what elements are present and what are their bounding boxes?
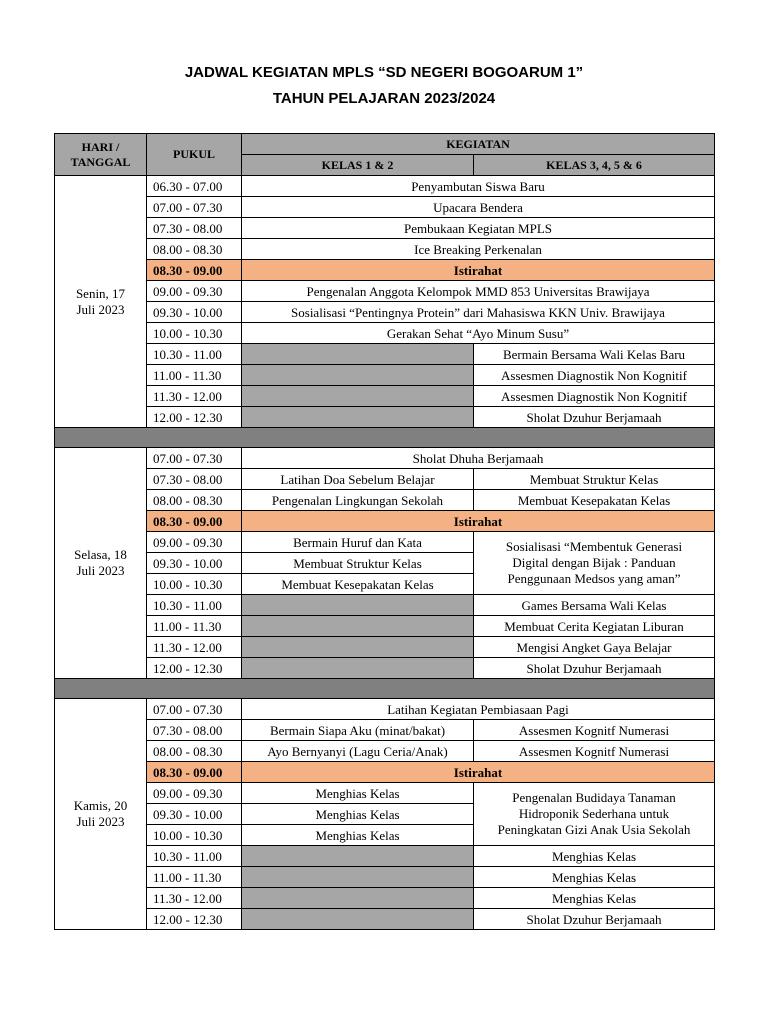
activity-cell-all-classes: Pembukaan Kegiatan MPLS [242, 218, 715, 239]
activity-cell-all-classes: Sosialisasi “Pentingnya Protein” dari Mahasiswa KKN Univ. Brawijaya [242, 302, 715, 323]
document-subtitle: TAHUN PELAJARAN 2023/2024 [272, 90, 496, 107]
empty-cell-class-1-2 [242, 386, 474, 407]
activity-cell-class-1-2: Membuat Struktur Kelas [242, 553, 474, 574]
merged-activity-line: Digital dengan Bijak : Panduan [512, 555, 676, 570]
time-cell: 07.00 - 07.30 [147, 197, 242, 218]
table-row [55, 909, 715, 930]
table-row [55, 239, 715, 260]
table-row [55, 407, 715, 428]
table-row [55, 176, 715, 197]
table-row [55, 365, 715, 386]
day-separator [55, 428, 715, 448]
time-cell: 10.00 - 10.30 [147, 825, 242, 846]
activity-cell-class-3-6: Games Bersama Wali Kelas [474, 595, 715, 616]
activity-cell-class-3-6: Sholat Dzuhur Berjamaah [474, 658, 715, 679]
day-cell [55, 699, 147, 930]
activity-cell-class-3-6: Mengisi Angket Gaya Belajar [474, 637, 715, 658]
table-row [55, 281, 715, 302]
schedule-body [55, 176, 715, 930]
activity-cell-class-1-2: Menghias Kelas [242, 783, 474, 804]
time-cell: 09.30 - 10.00 [147, 302, 242, 323]
activity-cell-class-3-6: Bermain Bersama Wali Kelas Baru [474, 344, 715, 365]
time-cell: 10.00 - 10.30 [147, 574, 242, 595]
activity-cell-class-3-6: Assesmen Kognitf Numerasi [474, 720, 715, 741]
time-cell: 08.00 - 08.30 [147, 741, 242, 762]
empty-cell-class-1-2 [242, 344, 474, 365]
empty-cell-class-1-2 [242, 365, 474, 386]
time-cell: 11.00 - 11.30 [147, 867, 242, 888]
time-cell: 11.30 - 12.00 [147, 637, 242, 658]
table-row [55, 888, 715, 909]
table-row [55, 595, 715, 616]
activity-cell-all-classes: Ice Breaking Perkenalan [242, 239, 715, 260]
time-cell: 11.00 - 11.30 [147, 365, 242, 386]
empty-cell-class-1-2 [242, 616, 474, 637]
day-date: Juli 2023 [76, 563, 125, 578]
time-cell: 08.00 - 08.30 [147, 490, 242, 511]
day-cell [55, 176, 147, 428]
day-name: Senin, 17 [75, 285, 126, 301]
merged-activity-line: Pengenalan Budidaya Tanaman [512, 790, 676, 805]
header-day [55, 134, 147, 176]
merged-activity-line: Penggunaan Medsos yang aman” [507, 571, 681, 586]
time-cell: 10.00 - 10.30 [147, 323, 242, 344]
time-cell: 07.30 - 08.00 [147, 720, 242, 741]
activity-cell-class-3-6: Sholat Dzuhur Berjamaah [474, 909, 715, 930]
day-name: Selasa, 18 [74, 547, 127, 562]
table-row [55, 260, 715, 281]
activity-cell-class-3-6: Assesmen Diagnostik Non Kognitif [474, 386, 715, 407]
table-row [55, 720, 715, 741]
time-cell: 12.00 - 12.30 [147, 658, 242, 679]
time-cell: 11.30 - 12.00 [147, 888, 242, 909]
activity-cell-all-classes: Latihan Kegiatan Pembiasaan Pagi [242, 699, 715, 720]
time-cell: 11.00 - 11.30 [147, 616, 242, 637]
table-row [55, 197, 715, 218]
time-cell: 08.30 - 09.00 [147, 762, 242, 783]
activity-cell-class-1-2: Menghias Kelas [242, 825, 474, 846]
table-row [55, 762, 715, 783]
empty-cell-class-1-2 [242, 407, 474, 428]
activity-cell-class-3-6: Membuat Struktur Kelas [474, 469, 715, 490]
header-day-line1: HARI / [81, 139, 120, 154]
time-cell: 07.30 - 08.00 [147, 469, 242, 490]
activity-cell-class-1-2: Latihan Doa Sebelum Belajar [242, 469, 474, 490]
merged-activity-line: Hidroponik Sederhana untuk [518, 806, 670, 821]
table-row [55, 386, 715, 407]
empty-cell-class-1-2 [242, 888, 474, 909]
activity-cell-all-classes: Gerakan Sehat “Ayo Minum Susu” [242, 323, 715, 344]
time-cell: 09.30 - 10.00 [147, 553, 242, 574]
table-row [55, 637, 715, 658]
empty-cell-class-1-2 [242, 658, 474, 679]
activity-cell-class-1-2: Pengenalan Lingkungan Sekolah [242, 490, 474, 511]
break-cell: Istirahat [242, 762, 715, 783]
table-row [55, 218, 715, 239]
table-row [55, 616, 715, 637]
time-cell: 10.30 - 11.00 [147, 846, 242, 867]
activity-cell-class-3-6: Assesmen Kognitf Numerasi [474, 741, 715, 762]
activity-cell-class-3-6-merged [474, 532, 715, 595]
activity-cell-class-1-2: Bermain Huruf dan Kata [242, 532, 474, 553]
day-separator-row [55, 428, 715, 448]
time-cell: 07.00 - 07.30 [147, 448, 242, 469]
activity-cell-class-1-2: Bermain Siapa Aku (minat/bakat) [242, 720, 474, 741]
table-row [55, 783, 715, 804]
table-row [55, 344, 715, 365]
table-row [55, 532, 715, 553]
activity-cell-class-3-6: Menghias Kelas [474, 888, 715, 909]
activity-cell-class-3-6: Menghias Kelas [474, 846, 715, 867]
break-cell: Istirahat [242, 511, 715, 532]
merged-activity-line: Sosialisasi “Membentuk Generasi [505, 539, 683, 554]
table-row [55, 699, 715, 720]
day-date: Juli 2023 [76, 301, 125, 317]
day-separator [55, 679, 715, 699]
empty-cell-class-1-2 [242, 909, 474, 930]
header-day-line2: TANGGAL [70, 154, 131, 169]
empty-cell-class-1-2 [242, 595, 474, 616]
activity-cell-class-1-2: Menghias Kelas [242, 804, 474, 825]
document-title: JADWAL KEGIATAN MPLS “SD NEGERI BOGOARUM 1” [184, 64, 584, 81]
activity-cell-class-3-6: Menghias Kelas [474, 867, 715, 888]
time-cell: 09.00 - 09.30 [147, 281, 242, 302]
time-cell: 11.30 - 12.00 [147, 386, 242, 407]
header-class-1-2: KELAS 1 & 2 [242, 155, 474, 176]
header-class-3-6: KELAS 3, 4, 5 & 6 [474, 155, 715, 176]
time-cell: 07.00 - 07.30 [147, 699, 242, 720]
empty-cell-class-1-2 [242, 846, 474, 867]
activity-cell-all-classes: Upacara Bendera [242, 197, 715, 218]
time-cell: 09.00 - 09.30 [147, 783, 242, 804]
schedule-table [54, 133, 715, 930]
time-cell: 07.30 - 08.00 [147, 218, 242, 239]
time-cell: 08.30 - 09.00 [147, 511, 242, 532]
table-row [55, 658, 715, 679]
activity-cell-class-3-6: Assesmen Diagnostik Non Kognitif [474, 365, 715, 386]
activity-cell-all-classes: Pengenalan Anggota Kelompok MMD 853 Universitas Brawijaya [242, 281, 715, 302]
activity-cell-class-3-6-merged [474, 783, 715, 846]
activity-cell-all-classes: Sholat Dhuha Berjamaah [242, 448, 715, 469]
time-cell: 08.00 - 08.30 [147, 239, 242, 260]
day-cell [55, 448, 147, 679]
table-row [55, 469, 715, 490]
activity-cell-class-3-6: Sholat Dzuhur Berjamaah [474, 407, 715, 428]
time-cell: 09.00 - 09.30 [147, 532, 242, 553]
empty-cell-class-1-2 [242, 637, 474, 658]
activity-cell-all-classes: Penyambutan Siswa Baru [242, 176, 715, 197]
day-date: Juli 2023 [76, 814, 125, 829]
empty-cell-class-1-2 [242, 867, 474, 888]
time-cell: 12.00 - 12.30 [147, 407, 242, 428]
time-cell: 09.30 - 10.00 [147, 804, 242, 825]
merged-activity-line: Peningkatan Gizi Anak Usia Sekolah [497, 822, 691, 837]
table-row [55, 846, 715, 867]
table-row [55, 741, 715, 762]
header-activity: KEGIATAN [242, 134, 715, 155]
activity-cell-class-1-2: Ayo Bernyanyi (Lagu Ceria/Anak) [242, 741, 474, 762]
day-name: Kamis, 20 [73, 798, 128, 813]
activity-cell-class-3-6: Membuat Kesepakatan Kelas [474, 490, 715, 511]
time-cell: 10.30 - 11.00 [147, 595, 242, 616]
table-row [55, 867, 715, 888]
table-row [55, 511, 715, 532]
table-row [55, 490, 715, 511]
table-row [55, 323, 715, 344]
time-cell: 06.30 - 07.00 [147, 176, 242, 197]
break-cell: Istirahat [242, 260, 715, 281]
time-cell: 12.00 - 12.30 [147, 909, 242, 930]
table-row [55, 448, 715, 469]
time-cell: 10.30 - 11.00 [147, 344, 242, 365]
activity-cell-class-3-6: Membuat Cerita Kegiatan Liburan [474, 616, 715, 637]
activity-cell-class-1-2: Membuat Kesepakatan Kelas [242, 574, 474, 595]
time-cell: 08.30 - 09.00 [147, 260, 242, 281]
table-row [55, 302, 715, 323]
day-separator-row [55, 679, 715, 699]
header-time: PUKUL [147, 134, 242, 176]
